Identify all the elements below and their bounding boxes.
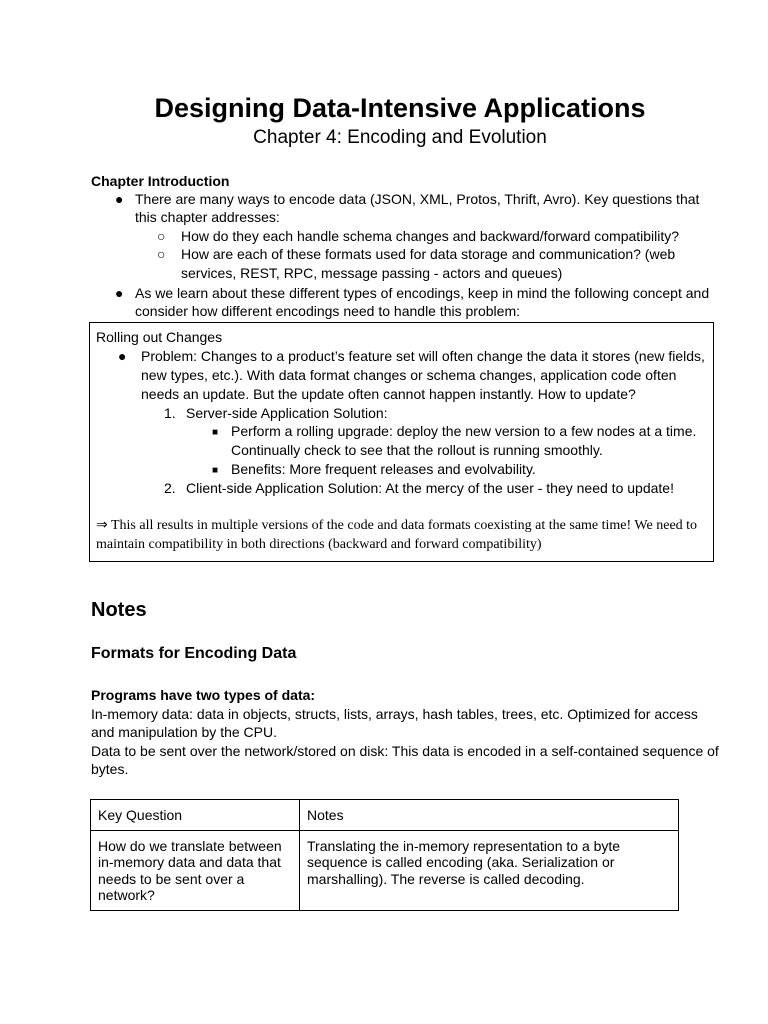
intro-bullet-2-line-2: consider how different encodings need to handle this problem:: [135, 303, 520, 319]
programs-heading: Programs have two types of data:: [91, 687, 316, 703]
callout-conclusion-line-1: ⇒ This all results in multiple versions of the code and data formats coexisting at the same time! We need to: [96, 518, 698, 533]
intro-subbullet-1: How do they each handle schema changes and backward/forward compatibility?: [181, 228, 680, 244]
intro-subbullet-2-line-1: How are each of these formats used for data storage and communication? (web: [181, 246, 676, 262]
programs-line-3: Data to be sent over the network/stored on disk: This data is encoded in a self-contained sequence of: [91, 743, 719, 759]
bullet-dot: ●: [118, 348, 127, 364]
table-header-row: [91, 800, 679, 831]
bullet-dot: ●: [115, 191, 124, 207]
rolling-upgrade-line-1: Perform a rolling upgrade: deploy the new version to a few nodes at a time.: [231, 423, 697, 439]
callout-problem-line-2: new types, etc.). With data format changes or schema changes, application code often: [141, 367, 677, 383]
chapter-subtitle: Chapter 4: Encoding and Evolution: [253, 127, 547, 148]
callout-problem-line-1: Problem: Changes to a product’s feature set will often change the data it stores (new fields,: [141, 348, 705, 364]
callout-conclusion-line-2: maintain compatibility in both directions (backward and forward compatibility): [96, 537, 542, 552]
table-header-cell: Key Question: [91, 800, 300, 831]
sub-bullet-circle: ○: [157, 246, 166, 262]
intro-heading: Chapter Introduction: [91, 173, 230, 189]
benefits-line: Benefits: More frequent releases and evolvability.: [231, 461, 536, 477]
server-side-solution: Server-side Application Solution:: [186, 405, 388, 421]
table-header-cell: Notes: [300, 800, 679, 831]
key-question-table: [90, 799, 679, 911]
document-title: Designing Data-Intensive Applications: [154, 93, 646, 123]
intro-subbullet-2-line-2: services, REST, RPC, message passing - actors and queues): [181, 265, 563, 281]
intro-bullet-1-line-1: There are many ways to encode data (JSON, XML, Protos, Thrift, Avro). Key questions that: [135, 191, 700, 207]
intro-bullet-1-line-2: this chapter addresses:: [135, 209, 280, 225]
numbered-marker-1: 1.: [164, 405, 176, 421]
table-row: [91, 830, 679, 910]
square-bullet: ■: [212, 465, 219, 476]
programs-line-1: In-memory data: data in objects, structs, lists, arrays, hash tables, trees, etc. Optimized for access: [91, 706, 698, 722]
formats-heading: Formats for Encoding Data: [91, 645, 297, 662]
numbered-marker-2: 2.: [164, 480, 176, 496]
client-side-solution: Client-side Application Solution: At the mercy of the user - they need to update!: [186, 480, 674, 496]
rolling-upgrade-line-2: Continually check to see that the rollout is running smoothly.: [231, 442, 603, 458]
programs-line-2: and manipulation by the CPU.: [91, 724, 277, 740]
table-cell-question: How do we translate between in-memory data and data that needs to be sent over a network?: [91, 830, 300, 910]
callout-problem-line-3: needs an update. But the update often cannot happen instantly. How to update?: [141, 386, 636, 402]
callout-title: Rolling out Changes: [96, 329, 223, 345]
bullet-dot: ●: [115, 285, 124, 301]
intro-bullet-2-line-1: As we learn about these different types of encodings, keep in mind the following concept and: [135, 285, 710, 301]
notes-heading: Notes: [91, 599, 147, 621]
square-bullet: ■: [212, 427, 219, 438]
table-cell-notes: Translating the in-memory representation to a byte sequence is called encoding (aka. Serialization or marshalling). The reverse is called decoding.: [300, 830, 679, 910]
sub-bullet-circle: ○: [157, 228, 166, 244]
programs-line-4: bytes.: [91, 761, 129, 777]
